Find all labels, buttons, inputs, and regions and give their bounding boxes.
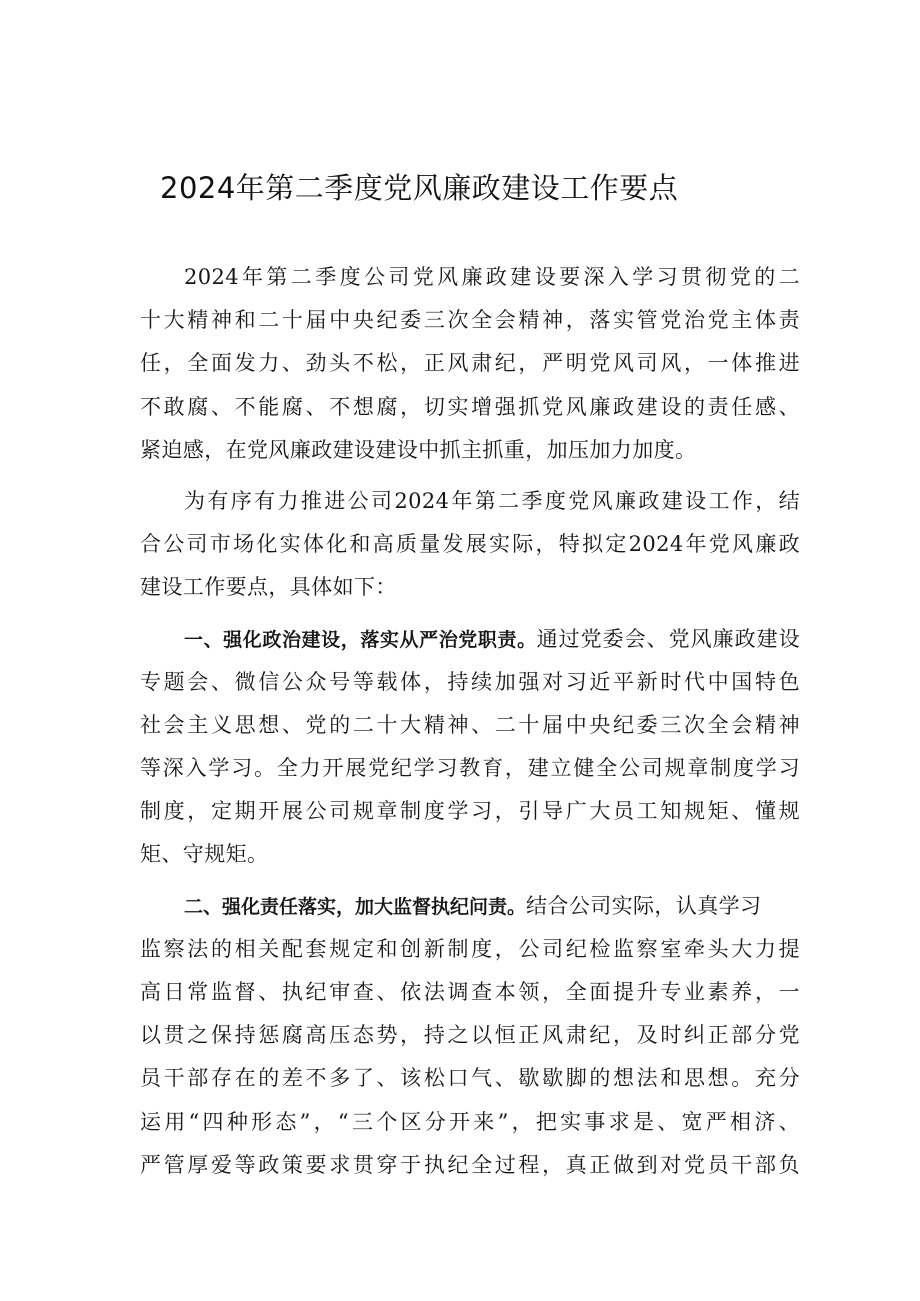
paragraph-purpose — [140, 480, 800, 610]
paragraph-section-1 — [140, 618, 800, 877]
text-line — [140, 885, 800, 928]
document-title: 2024年第二季度党风廉政建设工作要点 — [160, 171, 679, 205]
text-line: 高日常监督、执纪审查、依法调查本领，全面提升专业素养，一 — [140, 980, 800, 1004]
text-line: 员干部存在的差不多了、该松口气、歇歇脚的想法和思想。充分 — [140, 1066, 800, 1091]
text-line: 2024年第二季度公司党风廉政建设要深入学习贯彻党的二 — [184, 265, 800, 289]
text-line: 专题会、微信公众号等载体，持续加强对习近平新时代中国特色 — [140, 669, 800, 694]
text-line: 以贯之保持惩腐高压态势，持之以恒正风肃纪，及时纠正部分党 — [140, 1023, 800, 1048]
text-line: 矩、守规矩。 — [140, 842, 269, 867]
text-line: 严管厚爱等政策要求贯穿于执纪全过程，真正做到对党员干部负 — [140, 1152, 800, 1177]
text-line: 紧迫感，在党风廉政建设建设中抓主抓重，加压加力加度。 — [140, 437, 697, 462]
section-heading: 一、强化政治建设，落实从严治党职责。 — [184, 628, 537, 651]
section-heading: 二、强化责任落实，加大监督执纪问责。 — [184, 895, 527, 918]
paragraph-intro — [140, 256, 800, 472]
text-line: 任，全面发力、劲头不松，正风肃纪，严明党风司风，一体推进 — [140, 351, 800, 376]
text-line: 监察法的相关配套规定和创新制度，公司纪检监察室牵头大力提 — [140, 936, 800, 961]
text-line: 十大精神和二十届中央纪委三次全会精神，落实管党治党主体责 — [140, 308, 800, 333]
text-line: 不敢腐、不能腐、不想腐，切实增强抓党风廉政建设的责任感、 — [140, 394, 800, 419]
text-line: 为有序有力推进公司2024年第二季度党风廉政建设工作，结 — [184, 488, 800, 513]
text-line: 社会主义思想、党的二十大精神、二十届中央纪委三次全会精神 — [140, 712, 800, 737]
text-line — [140, 618, 800, 661]
text-line: 建设工作要点，具体如下： — [140, 575, 397, 600]
text-run: 结合公司实际，认真学习 — [526, 893, 762, 918]
paragraph-section-2 — [140, 885, 800, 1187]
text-line: 制度，定期开展公司规章制度学习，引导广大员工知规矩、懂规 — [140, 799, 800, 824]
text-line: 等深入学习。全力开展党纪学习教育，建立健全公司规章制度学习 — [140, 756, 800, 781]
text-line: 合公司市场化实体化和高质量发展实际，特拟定2024年党风廉政 — [140, 532, 800, 557]
text-run: 通过党委会、党风廉政建设 — [536, 626, 800, 651]
text-line: 运用“四种形态”，“三个区分开来”，把实事求是、宽严相济、 — [140, 1109, 800, 1134]
document-body — [140, 256, 800, 1195]
